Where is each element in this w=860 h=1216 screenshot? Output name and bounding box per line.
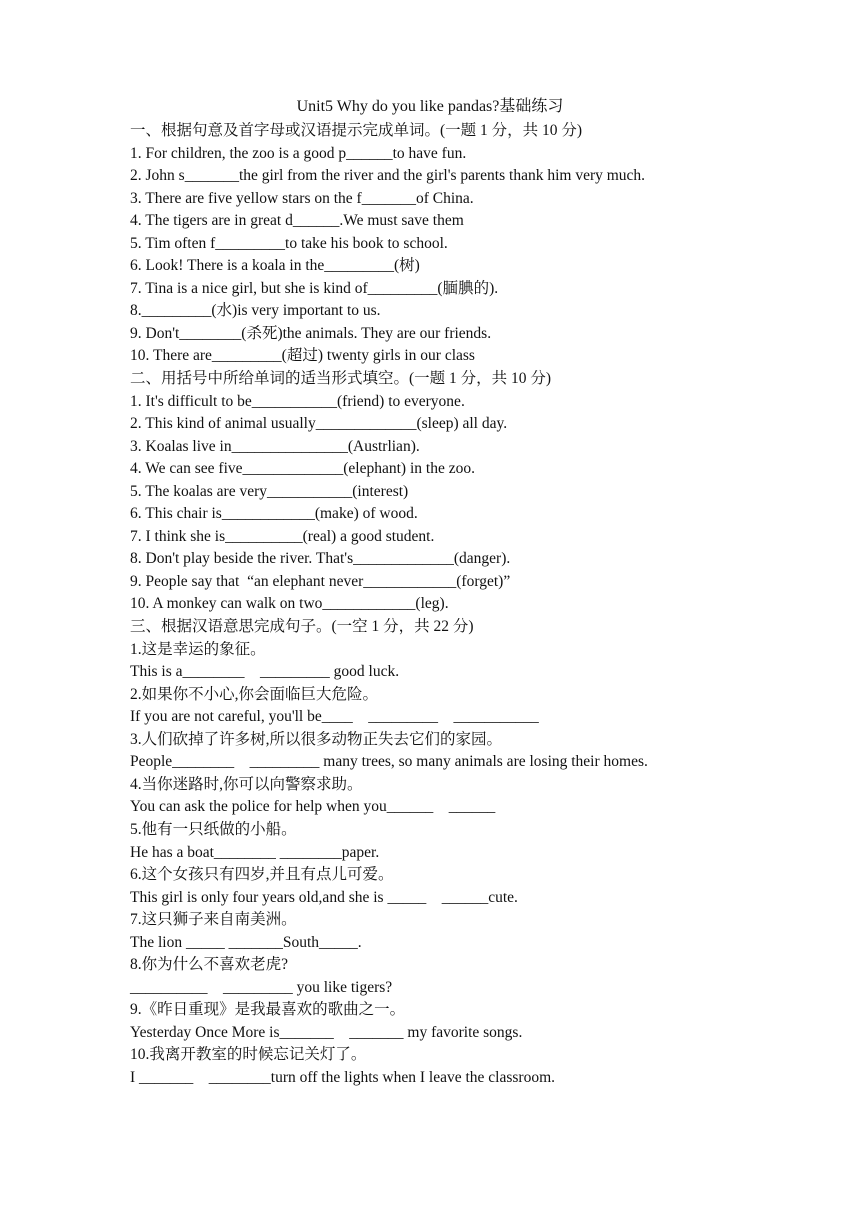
question-line: 10. There are_________(超过) twenty girls in our class [130, 347, 475, 365]
question-line: 4. The tigers are in great d______.We must save them [130, 212, 464, 230]
question-line: 3. There are five yellow stars on the f_______of China. [130, 189, 474, 207]
question-line: 6. This chair is____________(make) of wood. [130, 505, 418, 523]
question-line: 9. People say that “an elephant never____________(forget)” [130, 572, 511, 590]
question-line: This is a________ _________ good luck. [130, 663, 400, 681]
chinese-prompt: 6.这个女孩只有四岁,并且有点儿可爱。 [130, 866, 394, 884]
question-line: You can ask the police for help when you______ ______ [130, 798, 496, 816]
question-line: 6. Look! There is a koala in the_________(树) [130, 257, 420, 275]
question-line: 4. We can see five_____________(elephant) in the zoo. [130, 460, 475, 478]
chinese-prompt: 10.我离开教室的时候忘记关灯了。 [130, 1046, 367, 1064]
worksheet-body [130, 120, 830, 1090]
question-line: The lion _____ _______South_____. [130, 933, 362, 951]
question-line: 8._________(水)is very important to us. [130, 302, 381, 320]
question-line: 2. This kind of animal usually_____________(sleep) all day. [130, 415, 508, 433]
question-line: 5. The koalas are very___________(interest) [130, 482, 409, 500]
question-line: He has a boat________ ________paper. [130, 843, 380, 861]
chinese-prompt: 7.这只狮子来自南美洲。 [130, 911, 297, 929]
worksheet-title: Unit5 Why do you like pandas?基础练习 [296, 98, 564, 115]
question-line: If you are not careful, you'll be____ _________ ___________ [130, 708, 539, 726]
question-line: 1. It's difficult to be___________(friend) to everyone. [130, 392, 465, 410]
question-line: I _______ ________turn off the lights when I leave the classroom. [130, 1068, 556, 1086]
chinese-prompt: 1.这是幸运的象征。 [130, 640, 266, 658]
section-3-heading: 三、根据汉语意思完成句子。(一空 1 分，共 22 分) [130, 618, 474, 636]
chinese-prompt: 4.当你迷路时,你可以向警察求助。 [130, 775, 363, 793]
chinese-prompt: 2.如果你不小心,你会面临巨大危险。 [130, 685, 379, 703]
chinese-prompt: 9.《昨日重现》是我最喜欢的歌曲之一。 [130, 1001, 406, 1019]
question-line: 5. Tim often f_________to take his book to school. [130, 234, 448, 252]
chinese-prompt: 3.人们砍掉了许多树,所以很多动物正失去它们的家园。 [130, 730, 503, 748]
question-line: 8. Don't play beside the river. That's_____________(danger). [130, 550, 511, 568]
section-1-heading: 一、根据句意及首字母或汉语提示完成单词。(一题 1 分，共 10 分) [130, 122, 583, 139]
question-line: 7. I think she is__________(real) a good student. [130, 527, 435, 545]
question-line: 1. For children, the zoo is a good p______to have fun. [130, 144, 467, 162]
question-line: This girl is only four years old,and she is _____ ______cute. [130, 888, 518, 906]
chinese-prompt: 8.你为什么不喜欢老虎? [130, 956, 289, 974]
question-line: __________ _________ you like tigers? [130, 978, 393, 996]
question-line: 10. A monkey can walk on two____________(leg). [130, 595, 449, 613]
question-line: People________ _________ many trees, so many animals are losing their homes. [130, 753, 648, 771]
question-line: Yesterday Once More is_______ _______ my favorite songs. [130, 1023, 523, 1041]
question-line: 2. John s_______the girl from the river and the girl's parents thank him very much. [130, 167, 646, 185]
question-line: 3. Koalas live in_______________(Austrlian). [130, 437, 420, 455]
question-line: 7. Tina is a nice girl, but she is kind of_________(腼腆的). [130, 279, 499, 297]
question-line: 9. Don't________(杀死)the animals. They are our friends. [130, 324, 492, 342]
section-2-heading: 二、用括号中所给单词的适当形式填空。(一题 1 分，共 10 分) [130, 370, 552, 388]
chinese-prompt: 5.他有一只纸做的小船。 [130, 820, 297, 838]
